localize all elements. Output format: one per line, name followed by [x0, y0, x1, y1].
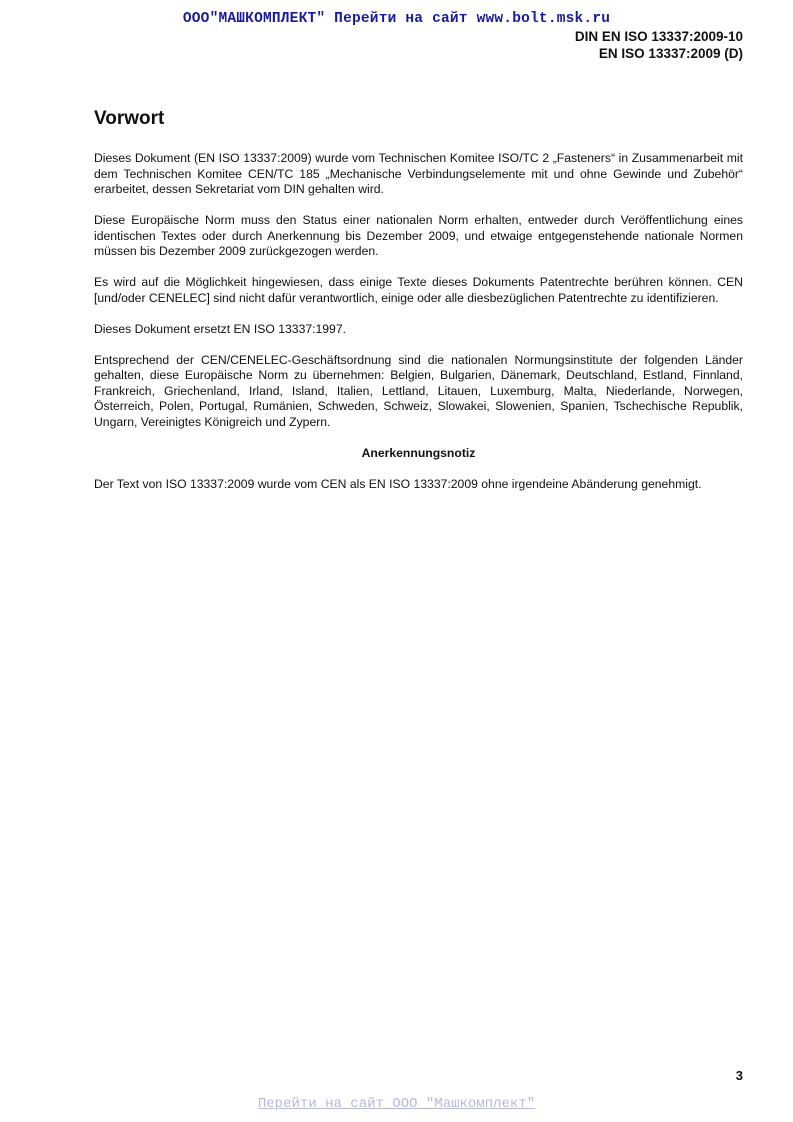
document-id — [575, 28, 743, 62]
paragraph-countries: Entsprechend der CEN/CENELEC-Geschäftsordnung sind die nationalen Normungsinstitute der folgenden Länder gehalten, diese Europäische Norm zu übernehmen: Belgien, Bulgarien, Dänemark, Deutschland, Estland, Finnland, Frankreich, Griechenland, Irland, Island, Italien, Lettland, Litauen, Luxemburg, Malta, Niederlande, Norwegen, Österreich, Polen, Portugal, Rumänien, Schweden, Schweiz, Slowakei, Slowenien, Spanien, Tschechische Republik, Ungarn, Vereinigtes Königreich und Zypern. — [94, 352, 743, 429]
page-number: 3 — [735, 1068, 743, 1083]
document-id-en: EN ISO 13337:2009 (D) — [598, 46, 743, 61]
bottom-site-link[interactable]: Перейти на сайт ООО "Машкомплект" — [257, 1096, 536, 1112]
paragraph-committee: Dieses Dokument (EN ISO 13337:2009) wurde vom Technischen Komitee ISO/TC 2 „Fasteners“ in Zusammenarbeit mit dem Technischen Komitee CEN/TC 185 „Mechanische Verbindungselemente mit und ohne Gewinde und Zubehör“ erarbeitet, dessen Sekretariat vom DIN gehalten wird. — [94, 151, 743, 196]
section-title: Vorwort — [94, 108, 165, 129]
endorsement-heading: Anerkennungsnotiz — [361, 445, 476, 460]
top-site-link[interactable]: ООО"МАШКОМПЛЕКТ" Перейти на сайт www.bolt.msk.ru — [182, 11, 611, 27]
paragraph-national-status: Diese Europäische Norm muss den Status einer nationalen Norm erhalten, entweder durch Veröffentlichung eines identischen Textes oder durch Anerkennung bis Dezember 2009, und etwaige entgegenstehende nationale Normen müssen bis Dezember 2009 zurückgezogen werden. — [94, 213, 743, 258]
paragraph-endorsement: Der Text von ISO 13337:2009 wurde vom CEN als EN ISO 13337:2009 ohne irgendeine Abänderung genehmigt. — [94, 476, 702, 491]
paragraph-patent-rights: Es wird auf die Möglichkeit hingewiesen, dass einige Texte dieses Dokuments Patentrechte berühren können. CEN [und/oder CENELEC] sind nicht dafür verantwortlich, einige oder alle diesbezüglichen Patentrechte zu identifizieren. — [94, 275, 743, 305]
paragraph-replaces: Dieses Dokument ersetzt EN ISO 13337:1997. — [94, 321, 347, 336]
foreword-body — [94, 151, 743, 508]
document-id-din: DIN EN ISO 13337:2009-10 — [574, 29, 743, 44]
